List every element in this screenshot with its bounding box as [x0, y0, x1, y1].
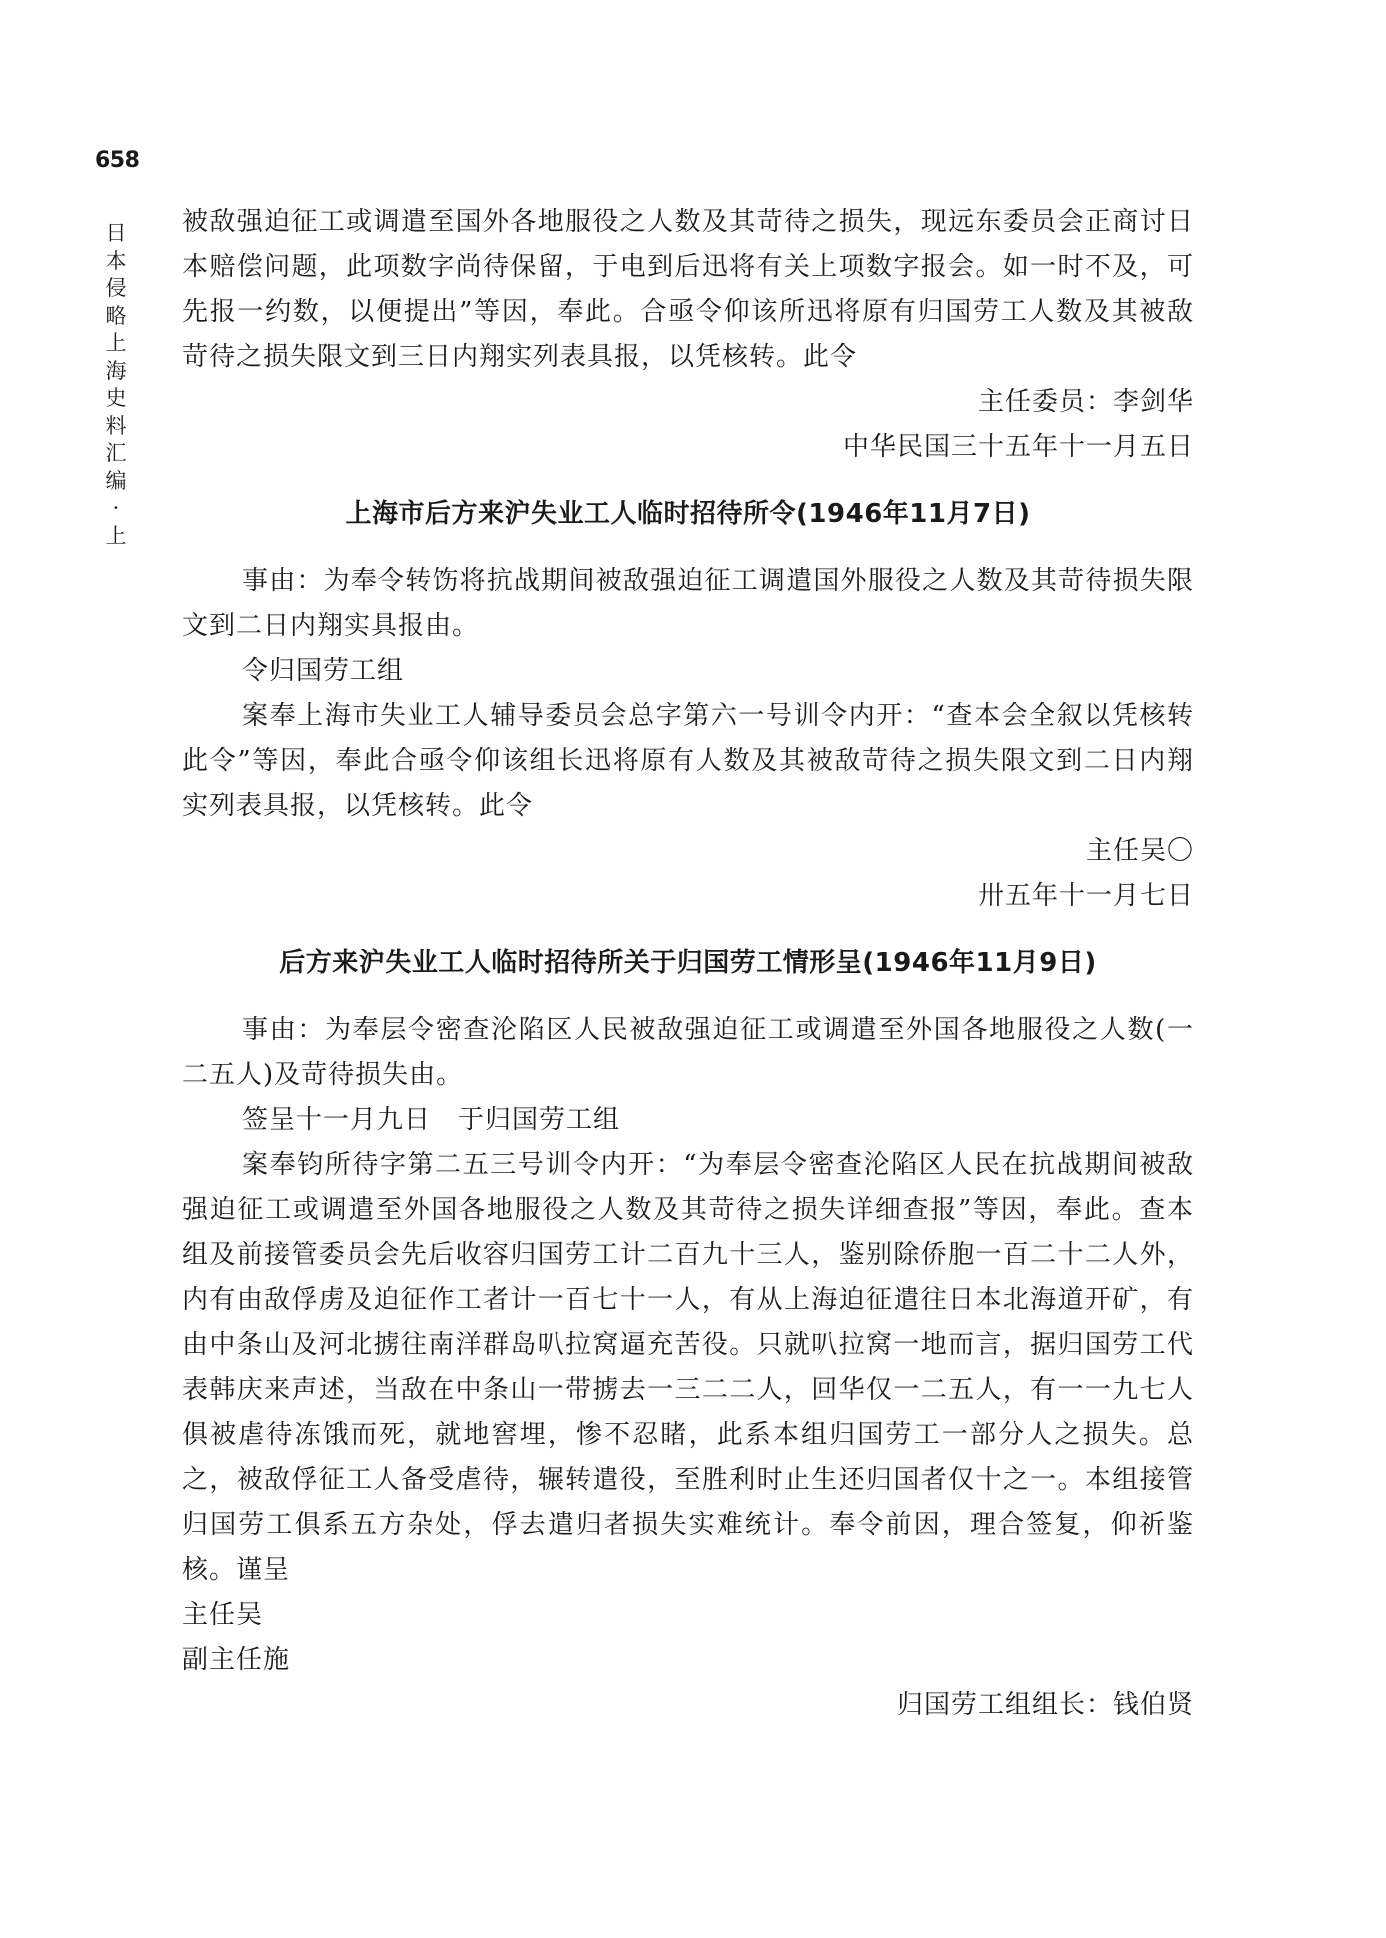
signature-line: 主任吴〇 [1085, 836, 1194, 866]
section-order-nov-7 [182, 492, 1194, 919]
section-report-nov-9 [182, 941, 1194, 1728]
paragraph: 案奉上海市失业工人辅导委员会总字第六一号训令内开：“查本会全叙以凭核转此令”等因，奉此合亟令仰该组长迅将原有人数及其被敌苛待之损失限文到二日内翔实列表具报，以凭核转。此令 [182, 701, 1194, 821]
paragraph: 令归国劳工组 [242, 656, 405, 686]
section-continuation [182, 200, 1194, 470]
date-line: 卅五年十一月七日 [977, 881, 1194, 911]
signature-line: 主任委员：李剑华 [977, 387, 1194, 417]
paragraph: 事由：为奉令转饬将抗战期间被敌强迫征工调遣国外服役之人数及其苛待损失限文到二日内翔实具报由。 [182, 566, 1194, 641]
page-number: 658 [95, 148, 140, 173]
document-body [182, 200, 1194, 1728]
paragraph: 被敌强迫征工或调遣至国外各地服役之人数及其苛待之损失，现远东委员会正商讨日本赔偿问题，此项数字尚待保留，于电到后迅将有关上项数字报会。如一时不及，可先报一约数，以便提出”等因，奉此。合亟令仰该所迅将原有归国劳工人数及其被敌苛待之损失限文到三日内翔实列表具报，以凭核转。此令 [182, 207, 1194, 372]
addressee-line: 主任吴 [182, 1600, 264, 1630]
paragraph: 案奉钧所待字第二五三号训令内开：“为奉层令密查沦陷区人民在抗战期间被敌强迫征工或调遣至外国各地服役之人数及其苛待之损失详细查报”等因，奉此。查本组及前接管委员会先后收容归国劳工计二百九十三人，鉴别除侨胞一百二十二人外，内有由敌俘虏及迫征作工者计一百七十一人，有从上海迫征遣往日本北海道开矿，有由中条山及河北掳往南洋群岛叭拉窝逼充苦役。只就叭拉窝一地而言，据归国劳工代表韩庆来声述，当敌在中条山一带掳去一三二二人，回华仅一二五人，有一一九七人俱被虐待冻饿而死，就地窖埋，惨不忍睹，此系本组归国劳工一部分人之损失。总之，被敌俘征工人备受虐待，辗转遣役，至胜利时止生还归国者仅十之一。本组接管归国劳工俱系五方杂处，俘去遣归者损失实难统计。奉令前因，理合签复，仰祈鉴核。谨呈 [182, 1150, 1194, 1585]
paragraph: 签呈十一月九日 于归国劳工组 [242, 1105, 621, 1135]
section-title: 上海市后方来沪失业工人临时招待所令(1946年11月7日) [345, 499, 1031, 529]
signature-line: 归国劳工组组长：钱伯贤 [896, 1690, 1194, 1720]
date-line: 中华民国三十五年十一月五日 [842, 432, 1194, 462]
paragraph: 事由：为奉层令密查沦陷区人民被敌强迫征工或调遣至外国各地服役之人数(一二五人)及苛待损失由。 [182, 1015, 1194, 1090]
section-title: 后方来沪失业工人临时招待所关于归国劳工情形呈(1946年11月9日) [279, 948, 1097, 978]
addressee-line: 副主任施 [182, 1645, 291, 1675]
running-head: 日本侵略上海史料汇编·上 [105, 221, 127, 548]
